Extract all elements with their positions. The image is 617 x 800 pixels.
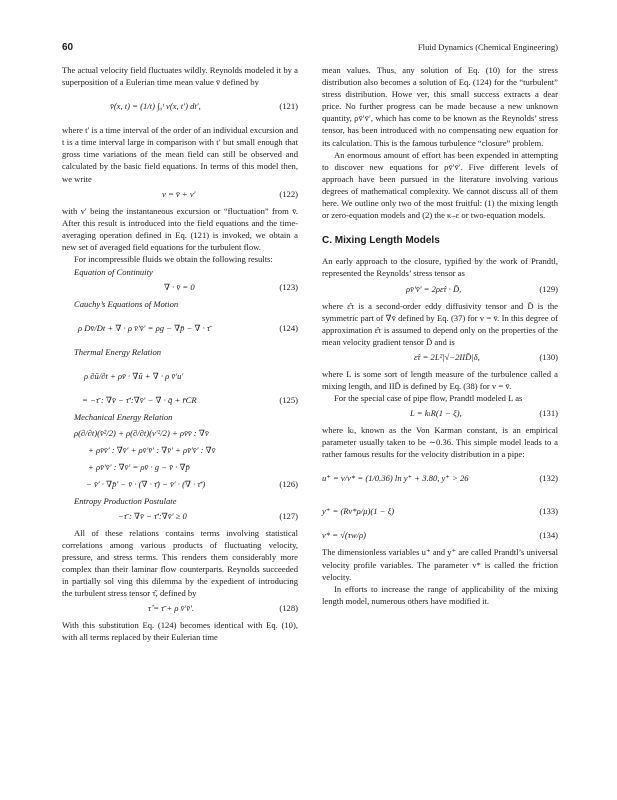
page-number: 60 [62, 42, 74, 53]
equation-expression: ε̂τ = 2L²|√−2IID̄|δ, [414, 351, 480, 362]
equation-number: (126) [279, 478, 298, 489]
right-column [322, 64, 558, 607]
subheading: Equation of Continuity [74, 267, 153, 278]
section-heading: C. Mixing Length Models [322, 235, 440, 247]
equation-expression: ρ ∂ū/∂t + ρv̄ · ∇ū + ∇ · ρ v̄′u′ [84, 371, 184, 382]
equation-123 [62, 281, 298, 295]
paragraph: In efforts to increase the range of applicability of the mixing length model, numerous others have modified it. [322, 583, 558, 606]
equation-131 [322, 407, 558, 421]
equation-128 [62, 602, 298, 616]
running-title: Fluid Dynamics (Chemical Engineering) [417, 42, 558, 52]
subheading: Cauchy’s Equations of Motion [74, 299, 179, 310]
equation-expression: L = kₗR(1 − ξ), [410, 408, 462, 419]
paragraph: The actual velocity field fluctuates wildly. Reynolds modeled it by a superposition of a Eulerian time mean value v̄ defined by [62, 65, 298, 88]
equation-expression: + ρv̄v̄′ : ∇v̄′ + ρv̄′v̄′ : ∇v̄′ + ρv̄′v̄′ : ∇v̄ [88, 444, 216, 455]
equation-number: (127) [279, 510, 298, 521]
paragraph: where t′ is a time interval of the order of an individual excursion and t is a time interval large in comparison with t′ but small enough that gross time variations of the mean field can still be observed and calculated by the basic field equations. In terms of this model then, we write [62, 125, 298, 184]
paragraph: With this substitution Eq. (124) becomes identical with Eq. (10), with all terms replaced by their Eulerian time [62, 620, 298, 643]
equation-126-line-1 [62, 427, 298, 441]
equation-expression: v* = √(τw/ρ) [322, 530, 366, 541]
equation-121 [62, 91, 298, 121]
paragraph: All of these relations contains terms involving statistical correlations among various products of fluctuating velocity, pressure, and stress terms. This renders them considerably more complex than their laminar flow counterparts. Reynolds succeeded in partially sol ving this dilemma by the expedient of introducing the turbulent stress tensor τ̂, defined by [62, 527, 298, 599]
equation-number: (134) [539, 530, 558, 541]
paragraph: where ε̂τ is a second-order eddy diffusivity tensor and D̄ is the symmetric part of ∇v̄ defined by Eq. (37) for v = v̄. In this degree of approximation ε̂τ is assumed to depend only on the properties of the mean velocity gradient tensor D̄ and is [322, 300, 558, 347]
equation-number: (125) [279, 395, 298, 406]
equation-expression: ∇ · v̄ = 0 [164, 282, 195, 293]
equation-expression: ρ(∂/∂t)(v̄²/2) + ρ(∂/∂t)(v′²/2) + ρv̄v̄ : ∇v̄ [74, 427, 209, 438]
paragraph: For the special case of pipe flow, Prandtl modeled L as [334, 393, 523, 404]
equation-132 [322, 463, 558, 493]
equation-122 [62, 188, 298, 202]
equation-expression: τ̂ = τ̄ + ρ v̄′v̄′. [148, 603, 195, 614]
paragraph: An early approach to the closure, typified by the work of Prandtl, represented the Reynolds’ stress tensor as [322, 256, 558, 279]
equation-expression: − v̄′ · ∇p̄′ − v̄ · (∇ · τ̄) − v̄′ · (∇ · τ̄′) [86, 478, 206, 489]
left-column [62, 64, 298, 643]
equation-number: (131) [539, 408, 558, 419]
equation-number: (124) [279, 323, 298, 334]
subheading: Entropy Production Postulate [74, 495, 177, 506]
equation-130 [322, 351, 558, 365]
paragraph: The dimensionless variables u⁺ and y⁺ are called Prandtl’s universal velocity profile variables. The parameter v* is called the friction velocity. [322, 547, 558, 582]
equation-number: (129) [539, 283, 558, 294]
equation-expression: ρv̄′v̄′ = 2ρε̂τ · D̄, [406, 283, 462, 294]
equation-number: (130) [539, 351, 558, 362]
page-header [62, 42, 558, 56]
equation-127 [62, 510, 298, 524]
equation-126-line-4 [62, 478, 298, 492]
equation-125-line-2 [62, 394, 298, 408]
equation-expression: v̄(x, t) = (1/t) ∫₀ᵗ v(x, t′) dt′, [110, 101, 201, 112]
subheading: Thermal Energy Relation [74, 347, 162, 358]
equation-126-line-2 [62, 444, 298, 458]
equation-133 [322, 496, 558, 526]
paragraph: with v′ being the instantaneous excursion or “fluctuation” from v̄. After this result is introduced into the field equations and the time-averaging operation defined in Eq. (121) is invoked, we obtain a new set of averaged field equations for the turbulent flow. [62, 205, 298, 252]
equation-125-line-1 [62, 361, 298, 391]
equation-expression: y⁺ = (Rv*ρ/μ)(1 − ξ) [322, 506, 395, 517]
equation-126-line-3 [62, 461, 298, 475]
equation-expression: + ρv̄′v̄′ : ∇v̄′ = ρv̄ · g − v̄ · ∇p̄ [88, 461, 190, 472]
equation-134 [322, 529, 558, 543]
paragraph: For incompressible fluids we obtain the following results: [74, 254, 273, 265]
equation-129 [322, 283, 558, 297]
equation-number: (121) [279, 101, 298, 112]
equation-expression: = −τ̄ : ∇v̄ − τ̄′:∇v̄′ − ∇ · q̄ + r̄CR [82, 395, 197, 406]
paragraph: mean values. Thus, any solution of Eq. (10) for the stress distribution also becomes a solution of Eq. (124) for the “turbulent” stress distribution. Howe ver, this small success extracts a dear price. No further progress can be made because a new unknown quantity, ρv̄′v̄′, which has come to be known as the Reynolds’ stress tensor, has been introduced with no compensating new equation for its calculation. This is the famous turbulence “closure” problem. [322, 65, 558, 148]
equation-expression: v = v̄ + v′ [162, 188, 196, 199]
equation-expression: u⁺ = v/v* = (1/0.36) ln y⁺ + 3.80, y⁺ > 26 [322, 473, 469, 484]
equation-expression: ρ Dv̄/Dt + ∇ · ρ v̄′v̄′ = ρg − ∇p̄ − ∇ · τ̄ [78, 323, 211, 334]
equation-number: (122) [279, 188, 298, 199]
paragraph: where L is some sort of length measure of the turbulence called a mixing length, and IID̄ is defined by Eq. (38) for v = v̄. [322, 368, 558, 391]
equation-number: (133) [539, 506, 558, 517]
subheading: Mechanical Energy Relation [74, 412, 173, 423]
equation-number: (123) [279, 282, 298, 293]
paragraph: where kₗ, known as the Von Karman constant, is an empirical parameter usually taken to be ∼0.36. This simple model leads to a rather famous results for the velocity distribution in a pipe: [322, 425, 558, 460]
equation-number: (132) [539, 473, 558, 484]
paragraph: An enormous amount of effort has been expended in attempting to discover new equations for ρv̄′v̄′. Five different levels of approach have been pursued in the literature involving various degrees of mathematical complexity. We cannot discuss all of them here. We outline only two of the most fruitful: (1) the mixing length or zero-equation models and (2) the κ–ε or two-equation models. [322, 149, 558, 221]
equation-number: (128) [279, 603, 298, 614]
equation-124 [62, 313, 298, 343]
equation-expression: −τ̄ : ∇v̄ − τ̄′:∇v̄′ ≥ 0 [118, 510, 187, 521]
